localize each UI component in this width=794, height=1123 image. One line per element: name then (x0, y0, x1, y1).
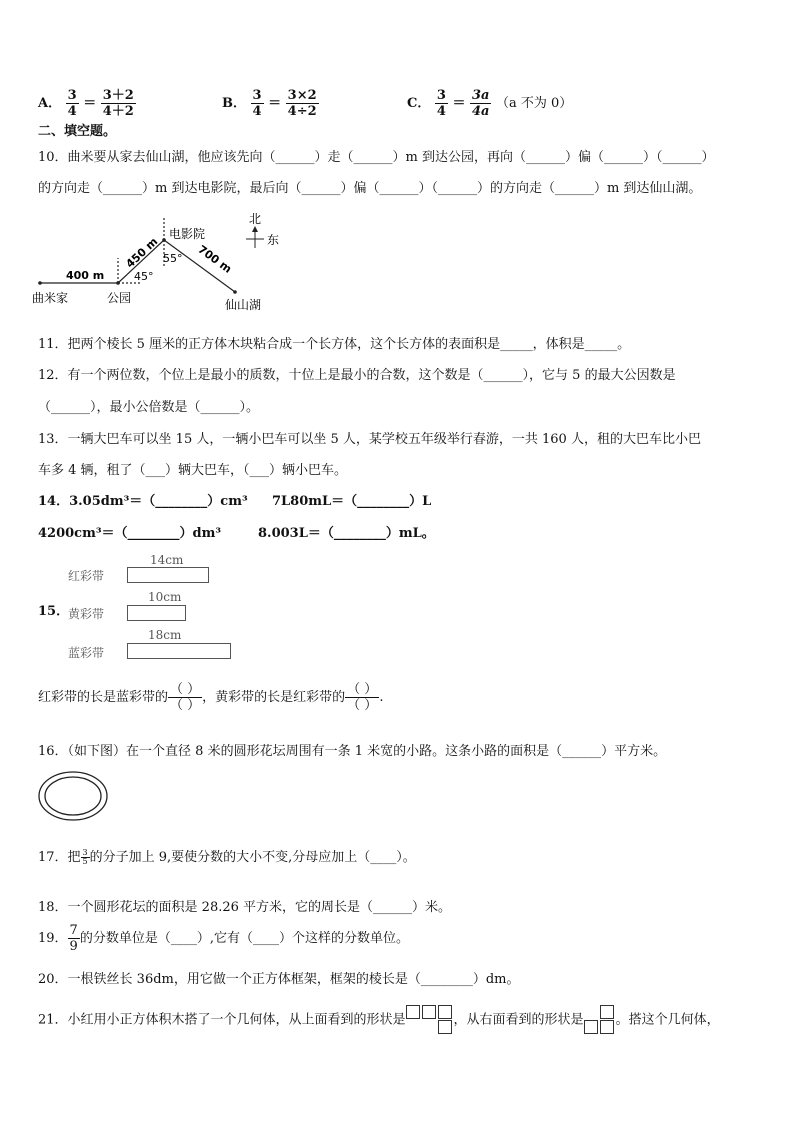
label-lake: 仙山湖 (225, 298, 262, 312)
numerator: 3 (67, 88, 77, 103)
denominator: 4 (252, 104, 262, 119)
q11: 11．把两个棱长 5 厘米的正方体木块粘合成一个长方体，这个长方体的表面积是_____，体积是_____。 (38, 337, 631, 352)
fraction (435, 88, 448, 119)
q15-text-end: . (379, 690, 384, 705)
distance-400: 400 m (66, 269, 105, 282)
blue-ribbon-length: 18cm (148, 628, 182, 642)
q12-line2: （______），最小公倍数是（______）。 (38, 400, 260, 415)
q15-text-part2: ，黄彩带的长是红彩带的 (202, 690, 346, 705)
denominator: 4 (67, 104, 77, 119)
denominator: 4a (472, 104, 490, 119)
route-map (30, 213, 330, 313)
option-label: B． (222, 96, 246, 111)
right-view-shape (584, 1005, 616, 1035)
q19 (38, 923, 409, 954)
fraction (66, 88, 79, 119)
label-park: 公园 (107, 291, 132, 305)
q19-text: 的分数单位是（____）,它有（____）个这样的分数单位。 (79, 931, 409, 946)
q14-item1: 14．3.05dm³＝（________）cm³ (38, 494, 248, 509)
q13-line1: 13．一辆大巴车可以坐 15 人，一辆小巴车可以坐 5 人，某学校五年级举行春游，一共 160 人，租的大巴车比小巴 (38, 432, 701, 447)
blank-fraction (168, 682, 202, 713)
q17-text-part2: 的分子加上 9,要使分数的大小不变,分母应加上（____）。 (89, 850, 416, 865)
q21-text-part1: 21．小红用小正方体积木搭了一个几何体，从上面看到的形状是 (38, 1012, 406, 1028)
cinema-point (162, 238, 166, 242)
fraction (251, 88, 264, 119)
option-label: A． (38, 96, 62, 111)
equals-sign: ＝ (83, 96, 97, 111)
numerator: 3 (436, 88, 446, 103)
denominator: 5 (82, 857, 88, 866)
denominator: 4 (436, 104, 446, 119)
blank-fraction (345, 682, 379, 713)
red-ribbon (127, 567, 209, 583)
section-title: 二、填空题。 (38, 124, 117, 139)
q10-line1: 10．曲米要从家去仙山湖，他应该先向（______）走（______）m 到达公园，再向（______）偏（______）（______） (38, 150, 715, 165)
q21-text-part3: 。搭这个几何体， (615, 1012, 720, 1028)
q14-item3: 4200cm³＝（________）dm³ (38, 526, 222, 541)
q18: 18．一个圆形花坛的面积是 28.26 平方米，它的周长是（______）米。 (38, 900, 452, 915)
q14-item2: 7L80mL＝（________）L (272, 494, 432, 509)
numerator: （ ） (170, 682, 201, 697)
numerator: 3×2 (287, 88, 317, 103)
fraction (68, 923, 80, 954)
top-view-shape (406, 1005, 454, 1035)
numerator: 3a (472, 88, 490, 103)
angle-55: 55° (163, 252, 183, 265)
q15-text (38, 682, 383, 713)
label-east: 东 (267, 233, 280, 247)
yellow-ribbon (127, 605, 186, 621)
numerator: 3 (252, 88, 262, 103)
fraction (286, 88, 319, 119)
option-c (407, 88, 572, 119)
denominator: （ ） (347, 698, 378, 713)
angle-45: 45° (134, 270, 154, 283)
ring-path-figure (36, 770, 110, 822)
q17-text-part1: 17．把 (38, 850, 81, 865)
q21-text-part2: ，从右面看到的形状是 (453, 1012, 584, 1028)
denominator: 4＋2 (102, 104, 134, 119)
red-ribbon-label: 红彩带 (68, 569, 105, 583)
label-north: 北 (249, 213, 262, 226)
yellow-ribbon-label: 黄彩带 (68, 607, 105, 621)
q14-item4: 8.003L＝（________）mL。 (258, 526, 435, 541)
inner-circle (45, 777, 101, 815)
lake-point (233, 290, 237, 294)
option-b (222, 88, 319, 119)
q17 (38, 846, 416, 866)
equals-sign: ＝ (452, 96, 466, 111)
q16: 16．（如下图）在一个直径 8 米的圆形花坛周围有一条 1 米宽的小路。这条小路的面积是（______）平方米。 (38, 744, 667, 759)
label-cinema: 电影院 (169, 227, 206, 241)
fraction (81, 849, 90, 866)
denominator: （ ） (170, 698, 201, 713)
q13-line2: 车多 4 辆，租了（___）辆大巴车，（___）辆小巴车。 (38, 463, 348, 478)
numerator: （ ） (347, 682, 378, 697)
distance-450: 450 m (123, 235, 161, 271)
q15-number: 15． (38, 604, 70, 619)
compass-icon (246, 213, 279, 248)
q10-line2: 的方向走（______）m 到达电影院，最后向（______）偏（______）（______）的方向走（______）m 到达仙山湖。 (38, 181, 702, 196)
numerator: 3 (82, 848, 88, 857)
park-point (116, 281, 120, 285)
q19-number: 19． (38, 931, 68, 946)
outer-circle (39, 772, 107, 820)
label-home: 曲米家 (32, 291, 69, 305)
q20: 20．一根铁丝长 36dm，用它做一个正方体框架，框架的棱长是（________）dm。 (38, 972, 520, 987)
red-ribbon-length: 14cm (150, 553, 184, 567)
fraction (470, 88, 491, 119)
q21 (38, 1005, 720, 1035)
denominator: 9 (69, 939, 78, 954)
yellow-ribbon-length: 10cm (148, 590, 182, 604)
blue-ribbon-label: 蓝彩带 (68, 646, 105, 660)
numerator: 7 (69, 923, 78, 938)
equals-sign: ＝ (268, 96, 282, 111)
blue-ribbon (127, 643, 231, 659)
q15-text-part1: 红彩带的长是蓝彩带的 (38, 690, 169, 705)
denominator: 4÷2 (287, 104, 317, 119)
numerator: 3＋2 (102, 88, 134, 103)
distance-700: 700 m (195, 242, 235, 276)
option-a (38, 88, 136, 119)
home-point (38, 281, 42, 285)
option-label: C． (407, 96, 431, 111)
q12-line1: 12．有一个两位数，个位上是最小的质数，十位上是最小的合数，这个数是（______），它与 5 的最大公因数是 (38, 368, 676, 383)
option-note: （a 不为 0） (496, 96, 573, 111)
fraction (101, 88, 136, 119)
